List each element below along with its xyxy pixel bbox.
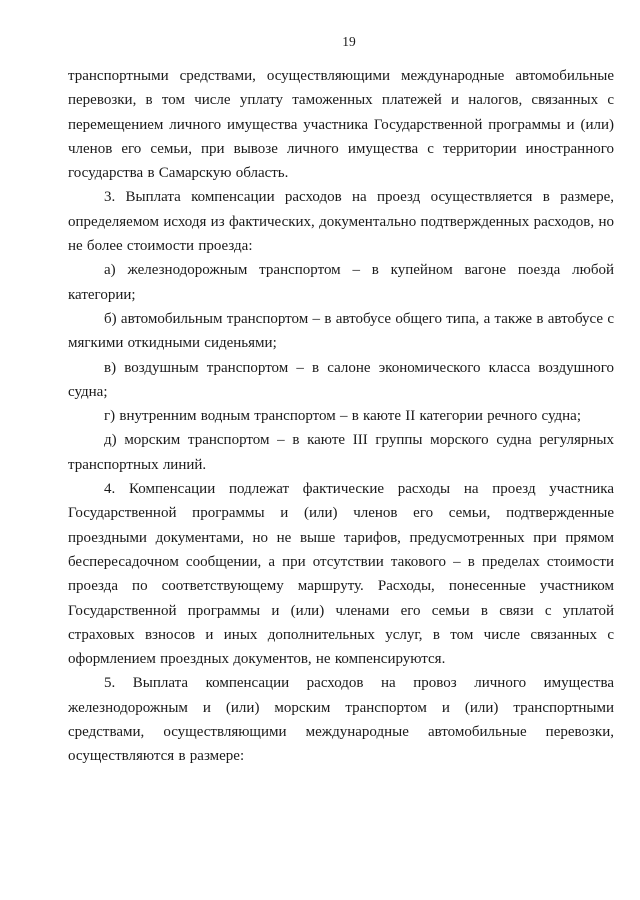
paragraph-subitem-g: г) внутренним водным транспортом – в каюте II категории речного судна;: [104, 408, 582, 425]
paragraph-item-5: 5. Выплата компенсации расходов на провоз личного имущества железнодорожным и (или) морским транспортом и (или) транспортными средствами, осуществляющими международные автомобильные перевозки, осуществляются в размере:: [68, 675, 614, 765]
paragraph-subitem-d: д) морским транспортом – в каюте III группы морского судна регулярных транспортных линий.: [68, 432, 614, 473]
paragraph-subitem-v: в) воздушным транспортом – в салоне экономического класса воздушного судна;: [68, 359, 614, 400]
paragraph-subitem-b: б) автомобильным транспортом – в автобусе общего типа, а также в автобусе с мягкими откидными сиденьями;: [68, 310, 614, 352]
page-number: 19: [342, 34, 356, 49]
paragraph-item-4: 4. Компенсации подлежат фактические расходы на проезд участника Государственной программы и (или) членов его семьи, подтвержденные проездными документами, но не выше тарифов, предусмотренных при прямом беспересадочном сообщении, а при отсутствии такового – в пределах стоимости проезда по соответствующему маршруту. Расходы, понесенные участником Государственной программы и (или) членами его семьи в связи с уплатой страховых взносов и иных дополнительных услуг, в том числе связанных с оформлением проездных документов, не компенсируются.: [68, 481, 614, 668]
paragraph-subitem-a: а) железнодорожным транспортом – в купейном вагоне поезда любой категории;: [68, 262, 614, 303]
paragraph-item-3: 3. Выплата компенсации расходов на проезд осуществляется в размере, определяемом исходя из фактических, документально подтвержденных расходов, но не более стоимости проезда:: [68, 189, 614, 255]
paragraph-continuation: транспортными средствами, осуществляющими международные автомобильные перевозки, в том числе уплату таможенных платежей и налогов, связанных с перемещением личного имущества участника Государственной программы и (или) членов его семьи, при вывозе личного имущества с территории иностранного государства в Самарскую область.: [68, 68, 614, 182]
